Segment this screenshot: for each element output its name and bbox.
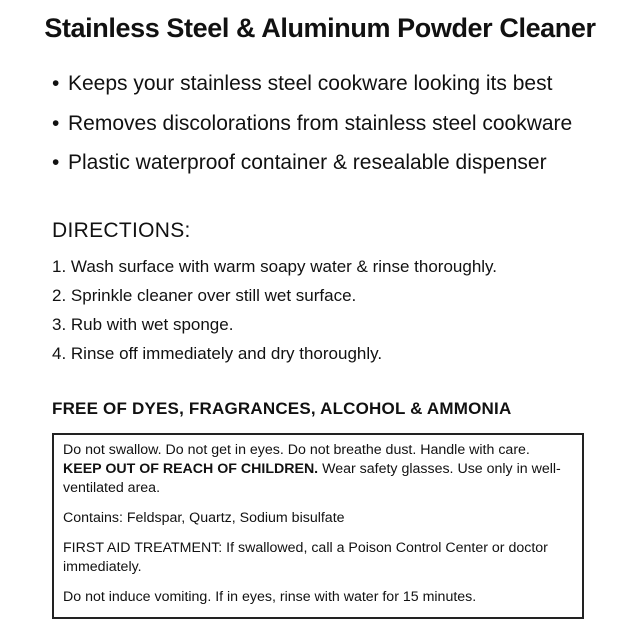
bullet-icon: • <box>52 151 60 174</box>
bullet-icon: • <box>52 111 60 135</box>
direction-step: 3. Rub with wet sponge. <box>52 315 234 334</box>
caution-paragraph <box>63 441 572 498</box>
feature-item <box>52 64 632 104</box>
caution-text: Do not swallow. Do not get in eyes. Do not breathe dust. Handle with care. <box>63 442 530 458</box>
free-of-statement: FREE OF DYES, FRAGRANCES, ALCOHOL & AMMONIA <box>52 399 512 418</box>
direction-step: 2. Sprinkle cleaner over still wet surface. <box>52 286 357 305</box>
feature-item <box>52 143 632 183</box>
first-aid-paragraph: FIRST AID TREATMENT: If swallowed, call a Poison Control Center or doctor immediately. <box>63 540 548 575</box>
direction-step: 4. Rinse off immediately and dry thoroughly. <box>52 344 383 363</box>
feature-text: Removes discolorations from stainless steel cookware <box>68 111 573 135</box>
feature-text: Keeps your stainless steel cookware looking its best <box>68 72 553 95</box>
feature-list <box>52 64 632 183</box>
eye-contact-paragraph: Do not induce vomiting. If in eyes, rinse with water for 15 minutes. <box>63 589 477 605</box>
feature-item <box>52 104 632 144</box>
direction-step: 1. Wash surface with warm soapy water & rinse thoroughly. <box>52 257 498 276</box>
feature-text: Plastic waterproof container & resealable dispenser <box>68 151 547 174</box>
directions-heading: DIRECTIONS: <box>52 219 191 242</box>
caution-text-continued: Wear safety glasses. Use only in well-ventilated area. <box>63 461 561 496</box>
product-title: Stainless Steel & Aluminum Powder Cleaner <box>44 13 596 43</box>
warning-box <box>52 433 584 619</box>
bullet-icon: • <box>52 72 60 95</box>
ingredients-paragraph: Contains: Feldspar, Quartz, Sodium bisulfate <box>63 510 345 526</box>
directions-list <box>52 252 632 368</box>
keep-out-of-reach-warning: KEEP OUT OF REACH OF CHILDREN. <box>63 461 319 477</box>
